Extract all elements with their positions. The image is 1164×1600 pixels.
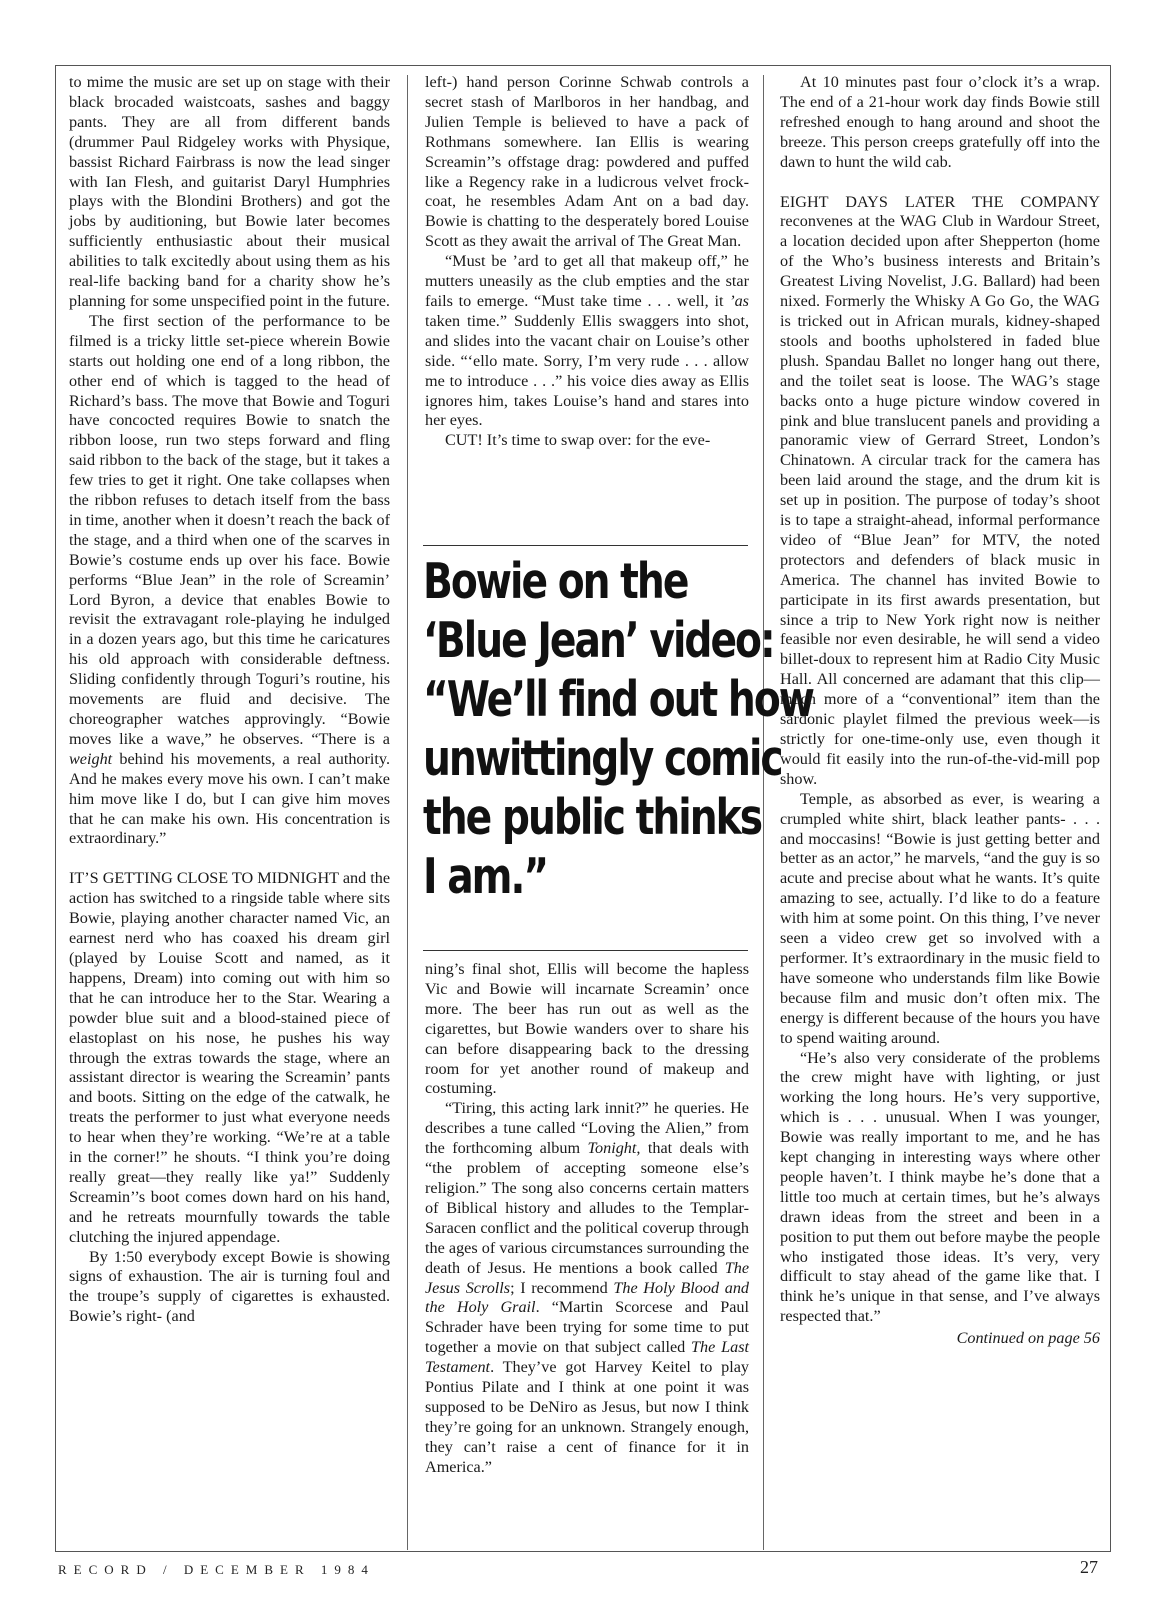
article-column-2-continued xyxy=(425,960,749,1478)
paragraph: to mime the music are set up on stage with their black brocaded waistcoats, sashes and baggy pants. They are all from different bands (drummer Paul Ridgeley works with Physique, bassist Richard Fairbrass is now the lead singer with Ian Flesh, and guitarist Daryl Humphries plays with the Blondini Brothers) and got the jobs by auditioning, but Bowie later becomes sufficiently enthusiastic about their musical abilities to talk excitedly about using them as his real-life backing band for a charity show he’s planning for some unspecified point in the future. xyxy=(69,73,390,310)
pullquote-line: “We’ll find out how xyxy=(423,671,813,728)
pull-quote xyxy=(423,552,813,906)
pullquote-line: I am.” xyxy=(423,848,548,905)
paragraph: By 1:50 everybody except Bowie is showing signs of exhaustion. The air is turning foul and the troupe’s supply of cigarettes is exhausted. Bowie’s right- (and xyxy=(69,1247,390,1326)
article-column-3 xyxy=(780,73,1100,1349)
paragraph: “Must be ’ard to get all that makeup off,” he mutters uneasily as the club empties and the star fails to emerge. “Must take time . . . well, it ’as taken time.” Suddenly Ellis swaggers into shot, and slides into the vacant chair on Louise’s other side. “‘ello mate. Sorry, I’m very rude . . . allow me to introduce . . .” his voice dies away as Ellis ignores him, takes Louise’s hand and stares into her eyes. xyxy=(425,252,749,430)
pullquote-line: ‘Blue Jean’ video: xyxy=(423,612,774,669)
pullquote-bottom-rule xyxy=(423,950,748,951)
paragraph: left-) hand person Corinne Schwab controls a secret stash of Marlboros in her handbag, and Julien Temple is believed to have a pack of Rothmans somewhere. Ian Ellis is wearing Screamin’’s offstage drag: powdered and puffed like a Regency rake in a ludicrous velvet frock-coat, he resembles Adam Ant on a bad day. Bowie is chatting to the desperately bored Louise Scott as they await the arrival of The Great Man. xyxy=(425,73,749,251)
section-opening-paragraph: IT’S GETTING CLOSE TO MIDNIGHT and the action has switched to a ringside table where sits Bowie, playing another character named Vic, an earnest nerd who has coaxed his dream girl (played by Louise Scott and named, as it happens, Dream) into coming out with him so that he can introduce her to the Star. Wearing a powder blue suit and a blood-stained piece of elastoplast on his nose, he pushes his way through the extras towards the stage, where an assistant director is wearing the Screamin’ pants and boots. Sitting on the edge of the catwalk, he treats the performer to just what everyone needs to hear when they’re working. “We’re at a table in the corner!” he shouts. “I think you’re doing really great—they really like ya!” Suddenly Screamin’’s boot comes down hard on his hand, and he retreats mournfully towards the table clutching the injured appendage. xyxy=(69,869,391,1246)
paragraph: “Tiring, this acting lark innit?” he queries. He describes a tune called “Loving the Alien,” from the forthcoming album Tonight, that deals with “the problem of accepting someone else’s religion.” The song also concerns certain matters of Biblical history and alludes to the Templar-Saracen conflict and the political coverup through the ages of various circumstances surrounding the death of Jesus. He mentions a book called The Jesus Scrolls; I recommend The Holy Blood and the Holy Grail. “Martin Scorcese and Paul Schrader have been trying for some time to put together a movie on that subject called The Last Testament. They’ve got Harvey Keitel to play Pontius Pilate and I think at one point it was supposed to be DeNiro as Jesus, but now I think they’re going for an unknown. Strangely enough, they can’t raise a cent of finance for it in America.” xyxy=(425,1099,750,1476)
paragraph: Temple, as absorbed as ever, is wearing a crumpled white shirt, black leather pants- . . . and moccasins! “Bowie is just getting better and better as an actor,” he marvels, “and the guy is so acute and precise about what he wants. It’s quite amazing to see, actually. I’d like to do a feature with him at some point. On this thing, I’ve never seen a video crew get so involved with a performer. It’s extraordinary in the music field to have someone who understands film like Bowie because film and music don’t often mix. The energy is different because of the hours you have to spend waiting around. xyxy=(780,789,1100,1047)
article-column-2 xyxy=(425,73,749,451)
paragraph: ning’s final shot, Ellis will become the hapless Vic and Bowie will incarnate Screamin’ once more. The beer has run out as well as the cigarettes, but Bowie wanders over to share his can before disappearing back to the dressing room for yet another round of makeup and costuming. xyxy=(425,960,749,1098)
pullquote-line: the public thinks xyxy=(423,789,762,846)
column-divider xyxy=(407,75,408,1550)
continued-link[interactable]: Continued on page 56 xyxy=(956,1329,1100,1348)
pullquote-line: unwittingly comic xyxy=(423,730,782,787)
paragraph: “He’s also very considerate of the problems the crew might have with lighting, or just working the long hours. He’s very supportive, which is . . . unusual. When I was younger, Bowie was really important to me, and he has kept changing in interesting ways where other people haven’t. I think maybe he’s done that a little too much at certain times, but he’s always drawn ideas from the street and been in a position to put them out before maybe the people who instigated those ideas. It’s very, very difficult to stay ahead of the game like that. I think he’s unique in that sense, and I’ve always respected that.” xyxy=(780,1048,1100,1326)
page-number: 27 xyxy=(1080,1557,1098,1577)
paragraph: The first section of the performance to be filmed is a tricky little set-piece wherein Bowie starts out holding one end of a long ribbon, the other end of which is tagged to the head of Richard’s bass. The move that Bowie and Toguri have concocted requires Bowie to snatch the ribbon loose, run two steps forward and fling said ribbon to the back of the stage, but it takes a few tries to get it right. One take collapses when the ribbon refuses to detach itself from the bass in time, another when it doesn’t reach the back of the stage, and a third when one of the scarves in Bowie’s costume ends up over his face. Bowie performs “Blue Jean” in the role of Screamin’ Lord Byron, a device that enables Bowie to revisit the extravagant role-playing he indulged in a dozen years ago, but this time he caricatures his old approach with considerable deftness. Sliding confidently through Toguri’s routine, his movements are fluid and decisive. The choreographer watches approvingly. “Bowie moves like a wave,” he observes. “There is a weight behind his movements, a real authority. And he makes every move his own. I can’t make him move like I do, but I can give him moves that he can make his own. His concentration is extraordinary.” xyxy=(69,311,390,848)
section-opening-paragraph: EIGHT DAYS LATER THE COMPANY reconvenes at the WAG Club in Wardour Street, a location decided upon after Shepperton (home of the Who’s business interests and Britain’s Greatest Living Novelist, J.G. Ballard) had been nixed. Formerly the Whisky A Go Go, the WAG is tricked out in African murals, kidney-shaped stools and booths upholstered in faded blue plush. Spandau Ballet no longer hang out there, and the toilet seat is loose. The WAG’s stage backs onto a huge picture window covered in pink and blue translucent panels and providing a panoramic view of Gerrard Street, London’s Chinatown. A circular track for the camera has been laid around the stage, and the drum kit is set up in position. The purpose of today’s shoot is to tape a straight-ahead, informal performance video of “Blue Jean” for MTV, the noted protectors and defenders of black music in America. The channel has invited Bowie to participate in its first awards presentation, but since a trip to New York right now is neither feasible nor even desirable, he will send a video billet-doux to represent him at Radio City Music Hall. All concerned are adamant that this clip—much more of a “conventional” item than the sardonic playlet filmed the previous week—is strictly for one-time-only use, even though it would fit easily into the run-of-the-vid-mill pop show. xyxy=(780,192,1100,788)
paragraph: At 10 minutes past four o’clock it’s a wrap. The end of a 21-hour work day finds Bowie still refreshed enough to hang around and shoot the breeze. This person creeps gratefully off into the dawn to hunt the wild cab. xyxy=(780,73,1100,171)
column-divider xyxy=(763,75,764,1550)
pullquote-top-rule xyxy=(423,545,748,546)
article-column-1 xyxy=(69,73,390,1327)
paragraph: CUT! It’s time to swap over: for the eve- xyxy=(445,431,711,450)
publication-footer: RECORD / DECEMBER 1984 xyxy=(58,1562,375,1577)
pullquote-line: Bowie on the xyxy=(423,553,688,610)
